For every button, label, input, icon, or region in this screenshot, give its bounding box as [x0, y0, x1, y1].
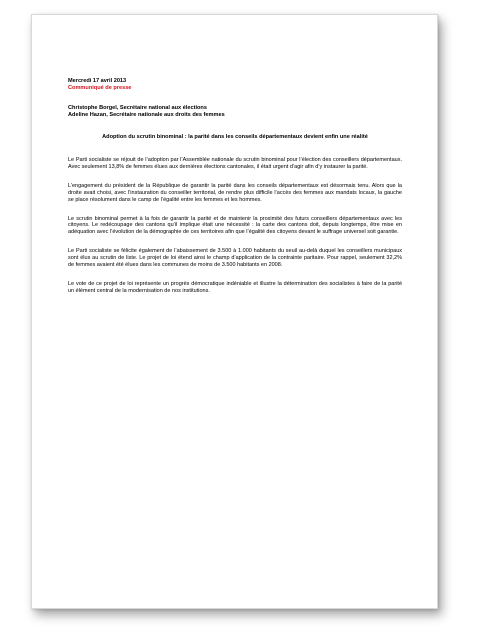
author-line: Christophe Borgel, Secrétaire national aux élections: [68, 105, 207, 111]
author-line: Adeline Hazan, Secrétaire nationale aux droits des femmes: [68, 112, 225, 118]
body-paragraph: L’engagement du président de la République de garantir la parité dans les conseils départementaux est désormais tenu. Alors que la droite avait choisi, avec l’instauration du conseiller territorial, de rendre plus difficile l’accès des femmes aux mandats locaux, la gauche se place résolument dans le camp de l’égalité entre les femmes et les hommes.: [68, 182, 402, 203]
body-paragraph: Le scrutin binominal permet à la fois de garantir la parité et de maintenir la proximité des futurs conseillers départementaux avec les citoyens. Le redécoupage des cantons qu’il implique était une nécessité : la carte des cantons doit, depuis longtemps, être mise en adéquation avec l’évolution de la démographie de ces territoires afin que l’égalité des citoyens devant le suffrage universel soit garantie.: [68, 215, 402, 236]
body-paragraph: Le vote de ce projet de loi représente un progrès démocratique indéniable et illustre la détermination des socialistes à faire de la parité un élément central de la modernisation de nos institutions.: [68, 280, 402, 294]
release-type: Communiqué de presse: [68, 85, 132, 91]
authors-block: [68, 105, 402, 119]
release-date: Mercredi 17 avril 2013: [68, 78, 127, 84]
document-content: [68, 78, 402, 295]
document-page: [31, 14, 438, 609]
body-paragraph: Le Parti socialiste se félicite également de l’abaissement de 3.500 à 1.000 habitants du seuil au-delà duquel les conseillers municipaux sont élus au scrutin de liste. Le projet de loi étend ainsi le champ d’application de la contrainte paritaire. Pour rappel, seulement 32,2% de femmes avaient été élues dans les communes de moins de 3.500 habitants en 2008.: [68, 248, 402, 269]
document-title: Adoption du scrutin binominal : la parité dans les conseils départementaux devient enfin une réalité: [102, 134, 368, 140]
body-paragraph: Le Parti socialiste se réjouit de l’adoption par l’Assemblée nationale du scrutin binominal pour l’élection des conseillers départementaux. Avec seulement 13,8% de femmes élues aux dernières élections cantonales, il était urgent d’agir afin d’y instaurer la parité.: [68, 157, 402, 170]
